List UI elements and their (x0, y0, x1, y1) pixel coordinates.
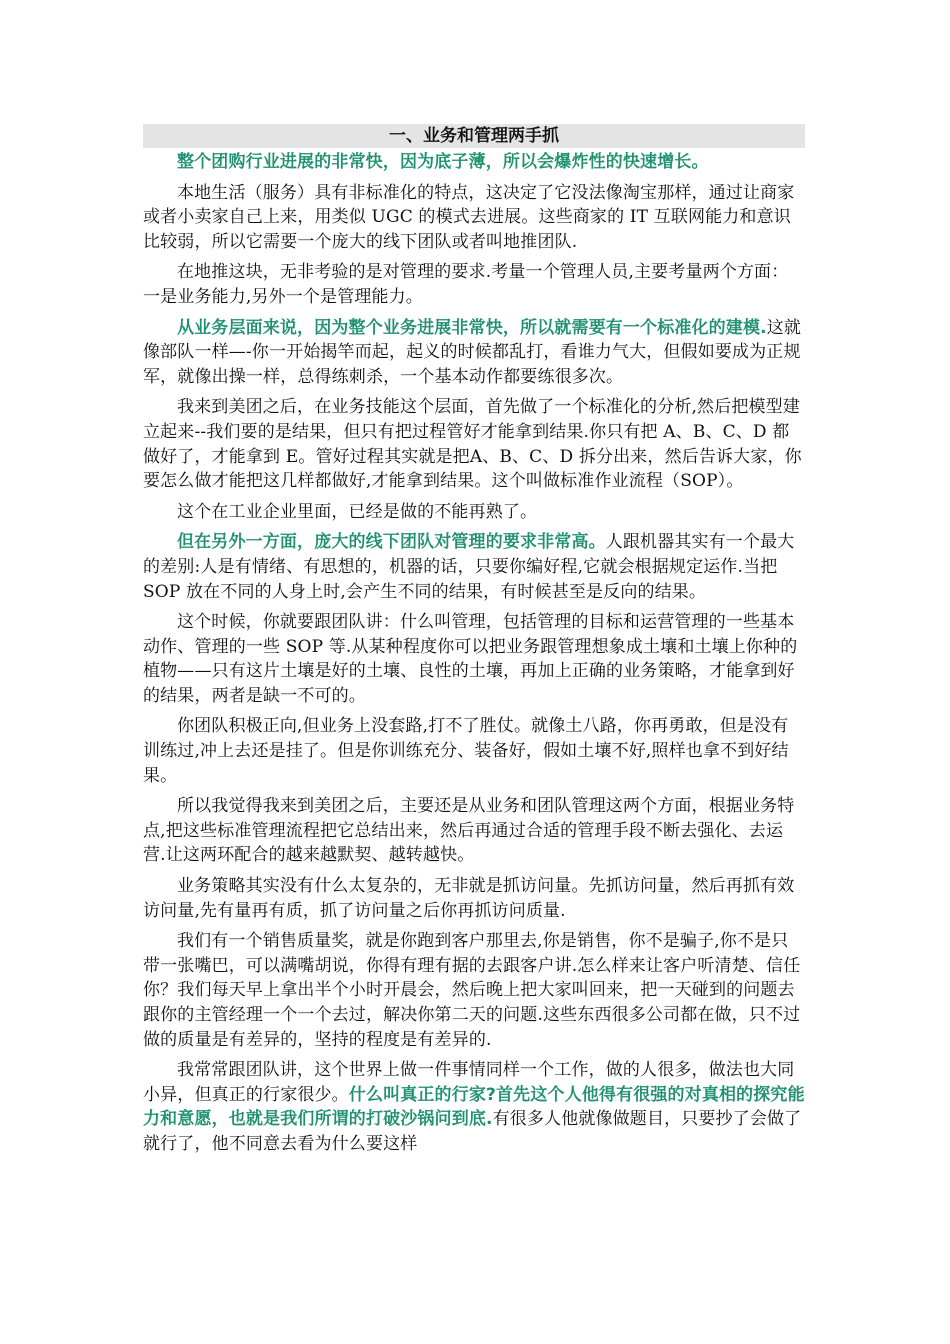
body-text: 所以我觉得我来到美团之后，主要还是从业务和团队管理这两个方面，根据业务特点,把这些标准管理流程把它总结出来，然后再通过合适的管理手段不断去强化、去运营.让这两环配合的越来越默契、越转越快。 (143, 796, 795, 866)
body-text: 我们有一个销售质量奖，就是你跑到客户那里去,你是销售，你不是骗子,你不是只带一张嘴巴，可以满嘴胡说，你得有理有据的去跟客户讲.怎么样来让客户听清楚、信任你？我们每天早上拿出半个小时开晨会，然后晚上把大家叫回来，把一天碰到的问题去跟你的主管经理一个一个去过，解决你第二天的问题.这些东西很多公司都在做，只不过做的质量是有差异的，坚持的程度是有差异的. (143, 931, 801, 1050)
body-text: 我来到美团之后，在业务技能这个层面，首先做了一个标准化的分析,然后把模型建立起来--我们要的是结果，但只有把过程管好才能拿到结果.你只有把 A、B、C、D 都做好了，才能拿到 E。管好过程其实就是把A、B、C、D 拆分出来，然后告诉大家，你要怎么做才能把这几样都做好,才能拿到结果。这个叫做标准作业流程（SOP）。 (143, 397, 802, 492)
document-page (143, 124, 805, 1163)
body-text: 你团队积极正向,但业务上没套路,打不了胜仗。就像土八路，你再勇敢，但是没有训练过,冲上去还是挂了。但是你训练充分、装备好，假如土壤不好,照样也拿不到好结果。 (143, 716, 789, 786)
paragraph-2 (143, 181, 805, 255)
paragraph-1 (143, 150, 805, 175)
paragraph-6 (143, 500, 805, 525)
paragraph-5 (143, 395, 805, 493)
body-text: 这个在工业企业里面，已经是做的不能再熟了。 (177, 501, 538, 522)
body-text: 本地生活（服务）具有非标准化的特点，这决定了它没法像淘宝那样，通过让商家或者小卖家自己上来，用类似 UGC 的模式去进展。这些商家的 IT 互联网能力和意识比较弱，所以它需要一个庞大的线下团队或者叫地推团队. (143, 182, 795, 252)
body-text: 这个时候，你就要跟团队讲：什么叫管理，包括管理的目标和运营管理的一些基本动作、管理的一些 SOP 等.从某种程度你可以把业务跟管理想象成土壤和土壤上你种的植物——只有这片土壤是好的土壤、良性的土壤，再加上正确的业务策略，才能拿到好的结果，两者是缺一不可的。 (143, 612, 798, 706)
body-text: 业务策略其实没有什么太复杂的，无非就是抓访问量。先抓访问量，然后再抓有效访问量,先有量再有质，抓了访问量之后你再抓访问质量. (143, 876, 795, 921)
paragraph-3 (143, 260, 805, 309)
highlight-text: 整个团购行业进展的非常快，因为底子薄，所以会爆炸性的快速增长。 (177, 152, 709, 172)
paragraph-11 (143, 874, 805, 923)
body-text: 有很多人他就像做题目，只要抄了会做了就行了，他不同意去看为什么要这样 (143, 1109, 802, 1154)
paragraph-9 (143, 714, 805, 788)
paragraph-12 (143, 929, 805, 1052)
paragraph-7 (143, 530, 805, 604)
body-text: 我常常跟团队讲，这个世界上做一件事情同样一个工作，做的人很多，做法也大同小异，但真正的行家很少。 (143, 1060, 795, 1105)
highlight-text: 从业务层面来说，因为整个业务进展非常快，所以就需要有一个标准化的建模. (177, 317, 767, 338)
highlight-text: 但在另外一方面，庞大的线下团队对管理的要求非常高。 (177, 532, 606, 553)
paragraph-10 (143, 794, 805, 868)
paragraph-4 (143, 316, 805, 390)
paragraph-8 (143, 610, 805, 708)
body-text: 这就像部队一样—-你一开始揭竿而起，起义的时候都乱打，看谁力气大，但假如要成为正规军，就像出操一样，总得练刺杀，一个基本动作都要练很多次。 (143, 317, 802, 387)
section-heading: 一、业务和管理两手抓 (143, 124, 805, 148)
highlight-text: 什么叫真正的行家?首先这个人他得有很强的对真相的探究能力和意愿，也就是我们所谓的打破沙锅问到底. (143, 1084, 805, 1130)
body-text: 在地推这块，无非考验的是对管理的要求.考量一个管理人员,主要考量两个方面：一是业务能力,另外一个是管理能力。 (143, 262, 789, 307)
paragraph-13 (143, 1058, 805, 1156)
body-text: 人跟机器其实有一个最大的差别:人是有情绪、有思想的，机器的话，只要你编好程,它就会根据规定运作.当把 SOP 放在不同的人身上时,会产生不同的结果，有时候甚至是反向的结果。 (143, 532, 795, 602)
